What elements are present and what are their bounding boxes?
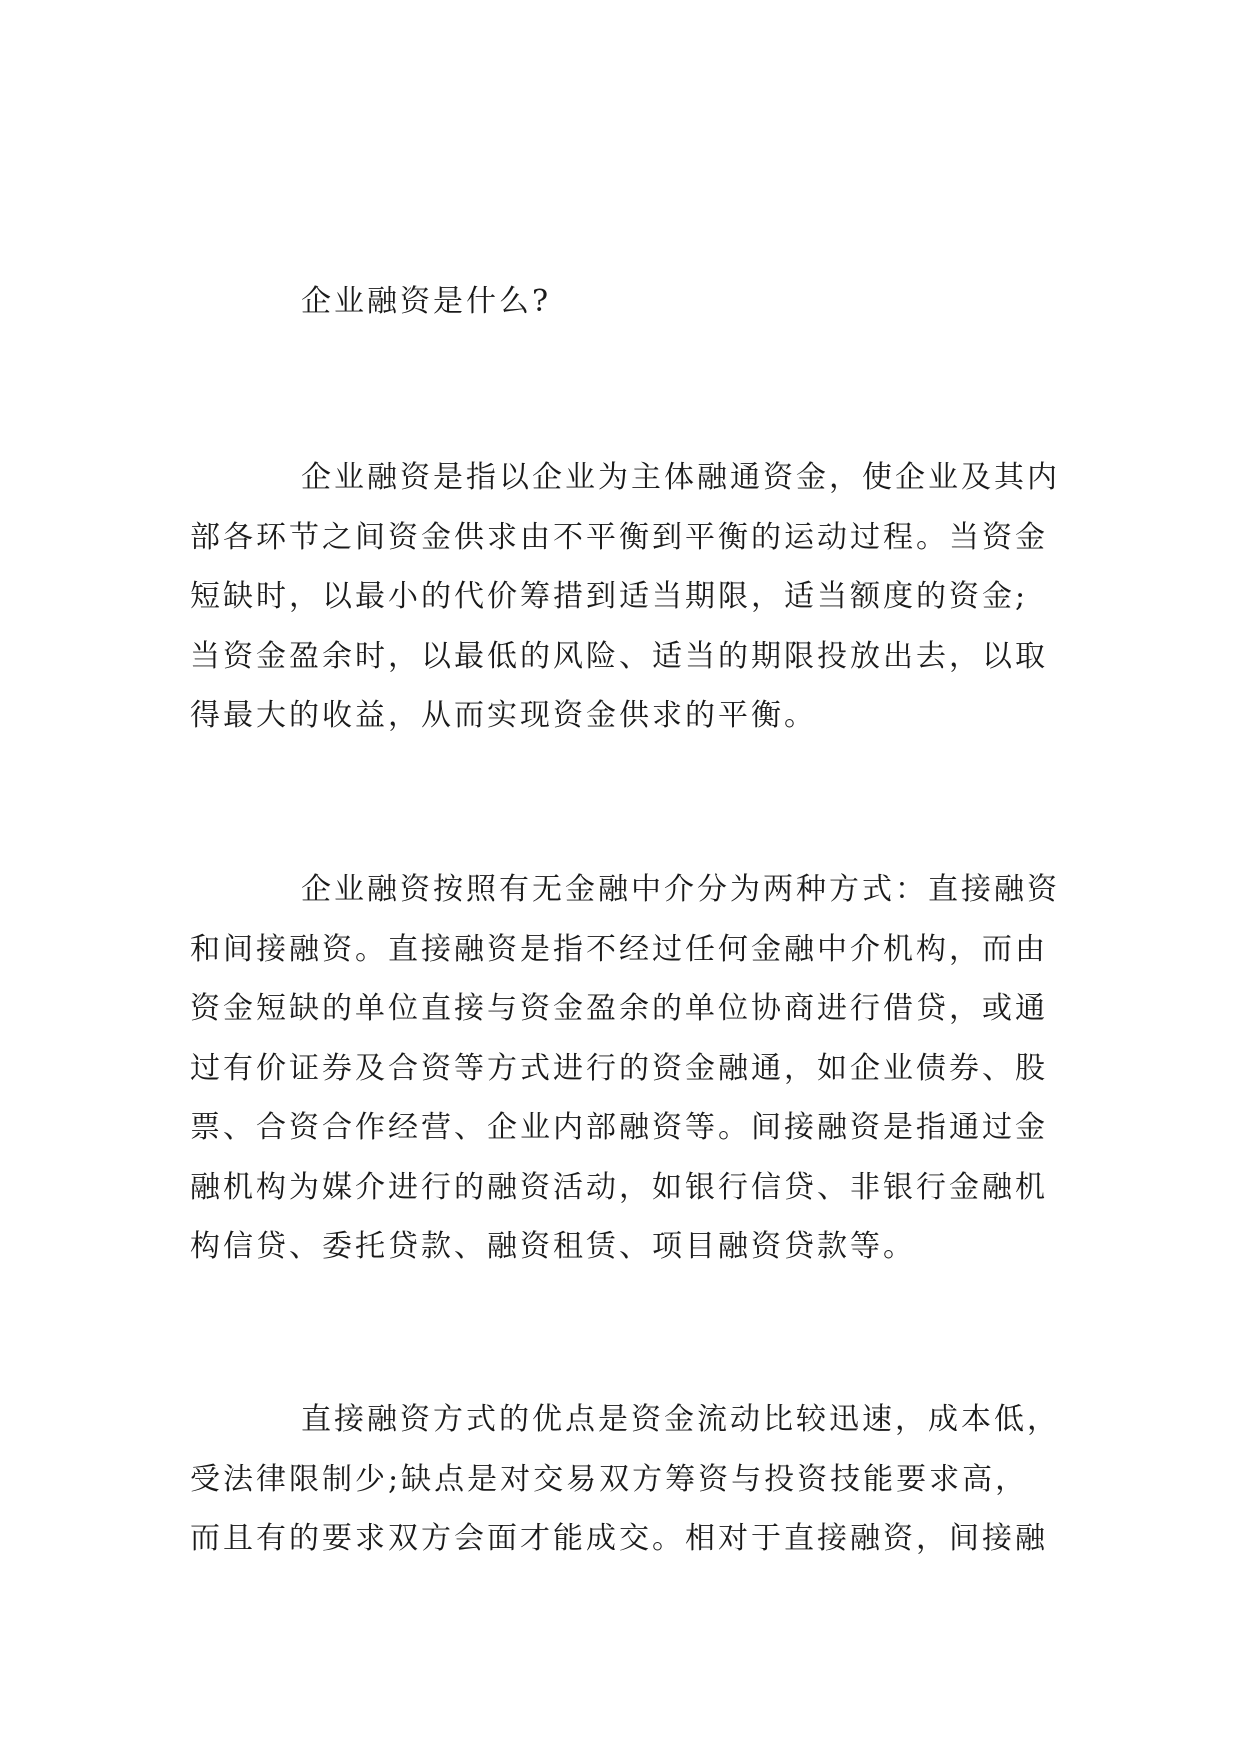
paragraph-line: 得最大的收益，从而实现资金供求的平衡。 [190, 698, 817, 733]
document-title: 企业融资是什么? [301, 284, 552, 319]
paragraph-line: 短缺时，以最小的代价筹措到适当期限，适当额度的资金; [190, 579, 1029, 614]
paragraph-financing-methods [190, 860, 1060, 1277]
paragraph-line: 构信贷、委托贷款、融资租赁、项目融资贷款等。 [190, 1229, 916, 1264]
paragraph-line: 部各环节之间资金供求由不平衡到平衡的运动过程。当资金 [190, 519, 1048, 555]
paragraph-line: 企业融资按照有无金融中介分为两种方式：直接融资 [301, 872, 1060, 907]
paragraph-line: 过有价证券及合资等方式进行的资金融通，如企业债券、股 [190, 1050, 1048, 1086]
paragraph-line: 企业融资是指以企业为主体融通资金，使企业及其内 [301, 460, 1060, 495]
paragraph-direct-financing-pros-cons [190, 1390, 1060, 1569]
paragraph-line: 受法律限制少;缺点是对交易双方筹资与投资技能要求高， [190, 1461, 1029, 1497]
paragraph-line: 资金短缺的单位直接与资金盈余的单位协商进行借贷，或通 [190, 991, 1048, 1026]
paragraph-line: 融机构为媒介进行的融资活动，如银行信贷、非银行金融机 [190, 1169, 1048, 1205]
paragraph-line: 而且有的要求双方会面才能成交。相对于直接融资，间接融 [190, 1521, 1048, 1556]
paragraph-line: 直接融资方式的优点是资金流动比较迅速，成本低， [301, 1402, 1060, 1437]
paragraph-line: 和间接融资。直接融资是指不经过任何金融中介机构，而由 [190, 931, 1048, 967]
paragraph-line: 票、合资合作经营、企业内部融资等。间接融资是指通过金 [190, 1110, 1048, 1145]
paragraph-line: 当资金盈余时，以最低的风险、适当的期限投放出去，以取 [190, 638, 1048, 674]
paragraph-definition [190, 448, 1060, 746]
